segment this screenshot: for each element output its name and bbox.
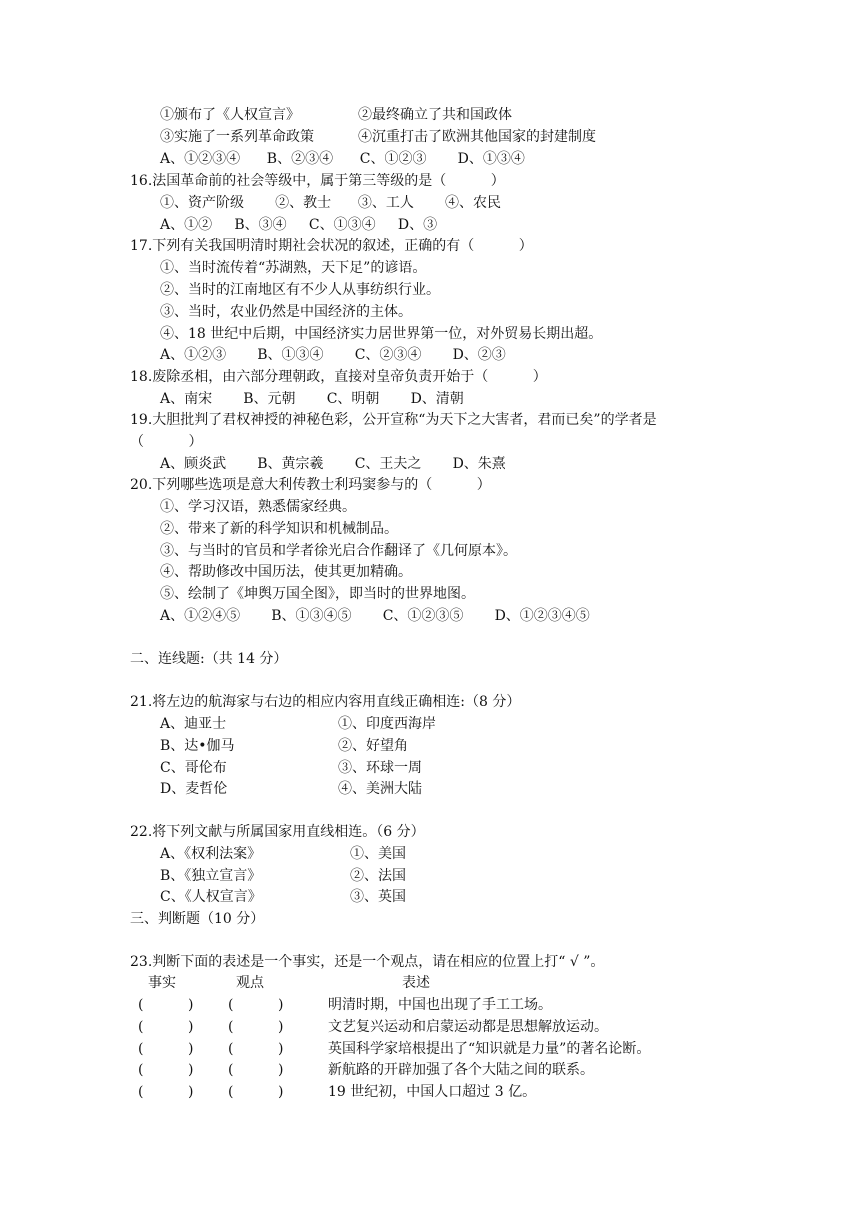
- q15-option-4: ④沉重打击了欧洲其他国家的封建制度: [358, 129, 596, 145]
- q22-right-2: ②、法国: [350, 868, 406, 884]
- q21-right-1: ①、印度西海岸: [338, 716, 436, 732]
- q22-left-a: A、《权利法案》: [160, 846, 262, 862]
- q23-statement: 明清时期，中国也出现了手工工场。: [328, 997, 552, 1013]
- q21-left-c: C、哥伦布: [160, 760, 227, 776]
- q19-stem-bracket: （ ）: [130, 434, 203, 450]
- q23-statement: 19 世纪初，中国人口超过 3 亿。: [328, 1084, 537, 1100]
- q19-stem: 19.大胆批判了君权神授的神秘色彩，公开宣称“为天下之大害者，君而已矣”的学者是: [130, 412, 657, 428]
- q23-view-bracket[interactable]: ( ): [228, 1019, 284, 1035]
- q15-option-3: ③实施了一系列革命政策: [160, 129, 314, 145]
- q22-right-1: ①、美国: [350, 846, 406, 862]
- q23-statement: 文艺复兴运动和启蒙运动都是思想解放运动。: [328, 1019, 608, 1035]
- q21-left-d: D、麦哲伦: [160, 781, 228, 797]
- q23-fact-bracket[interactable]: ( ): [138, 997, 194, 1013]
- q23-fact-bracket[interactable]: ( ): [138, 1062, 194, 1078]
- q23-header-fact: 事实: [148, 975, 176, 991]
- q22-left-c: C、《人权宣言》: [160, 889, 262, 905]
- q15-choices: A、①②③④ B、②③④ C、①②③ D、①③④: [160, 151, 525, 167]
- q22-left-b: B、《独立宣言》: [160, 868, 262, 884]
- q21-right-2: ②、好望角: [338, 738, 408, 754]
- q16-stem: 16.法国革命前的社会等级中，属于第三等级的是（ ）: [130, 173, 505, 189]
- q21-left-a: A、迪亚士: [160, 716, 227, 732]
- q20-choices: A、①②④⑤ B、①③④⑤ C、①②③⑤ D、①②③④⑤: [160, 608, 590, 624]
- section-3-title: 三、判断题（10 分）: [130, 911, 265, 927]
- q21-stem: 21.将左边的航海家与右边的相应内容用直线正确相连:（8 分）: [130, 694, 521, 710]
- q18-stem: 18.废除丞相，由六部分理朝政，直接对皇帝负责开始于（ ）: [130, 369, 547, 385]
- q23-view-bracket[interactable]: ( ): [228, 1041, 284, 1057]
- q21-right-3: ③、环球一周: [338, 760, 422, 776]
- q20-statement-2: ②、带来了新的科学知识和机械制品。: [160, 521, 398, 537]
- q20-statement-3: ③、与当时的官员和学者徐光启合作翻译了《几何原本》。: [160, 543, 517, 559]
- q23-view-bracket[interactable]: ( ): [228, 997, 284, 1013]
- q21-left-b: B、达•伽马: [160, 738, 235, 754]
- q17-statement-2: ②、当时的江南地区有不少人从事纺织行业。: [160, 282, 440, 298]
- q17-choices: A、①②③ B、①③④ C、②③④ D、②③: [160, 347, 506, 363]
- q23-stem: 23.判断下面的表述是一个事实，还是一个观点，请在相应的位置上打“ √ ”。: [130, 954, 605, 970]
- q23-header-desc: 表述: [402, 975, 430, 991]
- q20-statement-4: ④、帮助修改中国历法，使其更加精确。: [160, 564, 412, 580]
- q23-statement: 英国科学家培根提出了“知识就是力量”的著名论断。: [328, 1041, 651, 1057]
- q19-choices: A、顾炎武 B、黄宗羲 C、王夫之 D、朱熹: [160, 456, 506, 472]
- q15-option-2: ②最终确立了共和国政体: [358, 107, 512, 123]
- q21-right-4: ④、美洲大陆: [338, 781, 422, 797]
- q17-stem: 17.下列有关我国明清时期社会状况的叙述，正确的有（ ）: [130, 238, 533, 254]
- q20-statement-1: ①、学习汉语，熟悉儒家经典。: [160, 499, 356, 515]
- q23-fact-bracket[interactable]: ( ): [138, 1084, 194, 1100]
- q17-statement-1: ①、当时流传着“苏湖熟，天下足”的谚语。: [160, 260, 427, 276]
- q20-stem: 20.下列哪些选项是意大利传教士利玛窦参与的（ ）: [130, 477, 491, 493]
- q23-fact-bracket[interactable]: ( ): [138, 1019, 194, 1035]
- q18-choices: A、南宋 B、元朝 C、明朝 D、清朝: [160, 391, 464, 407]
- q23-view-bracket[interactable]: ( ): [228, 1062, 284, 1078]
- q22-right-3: ③、英国: [350, 889, 406, 905]
- q22-stem: 22.将下列文献与所属国家用直线相连。（6 分）: [130, 824, 425, 840]
- q16-items: ①、资产阶级 ②、教士 ③、工人 ④、农民: [160, 195, 502, 211]
- q20-statement-5: ⑤、绘制了《坤舆万国全图》，即当时的世界地图。: [160, 586, 475, 602]
- q23-statement: 新航路的开辟加强了各个大陆之间的联系。: [328, 1062, 594, 1078]
- section-2-title: 二、连线题:（共 14 分）: [130, 651, 288, 667]
- q23-view-bracket[interactable]: ( ): [228, 1084, 284, 1100]
- q17-statement-3: ③、当时，农业仍然是中国经济的主体。: [160, 304, 412, 320]
- q17-statement-4: ④、18 世纪中后期，中国经济实力居世界第一位，对外贸易长期出超。: [160, 326, 603, 342]
- q23-fact-bracket[interactable]: ( ): [138, 1041, 194, 1057]
- q16-choices: A、①② B、③④ C、①③④ D、③: [160, 217, 438, 233]
- q23-header-view: 观点: [236, 975, 264, 991]
- q15-option-1: ①颁布了《人权宣言》: [160, 107, 300, 123]
